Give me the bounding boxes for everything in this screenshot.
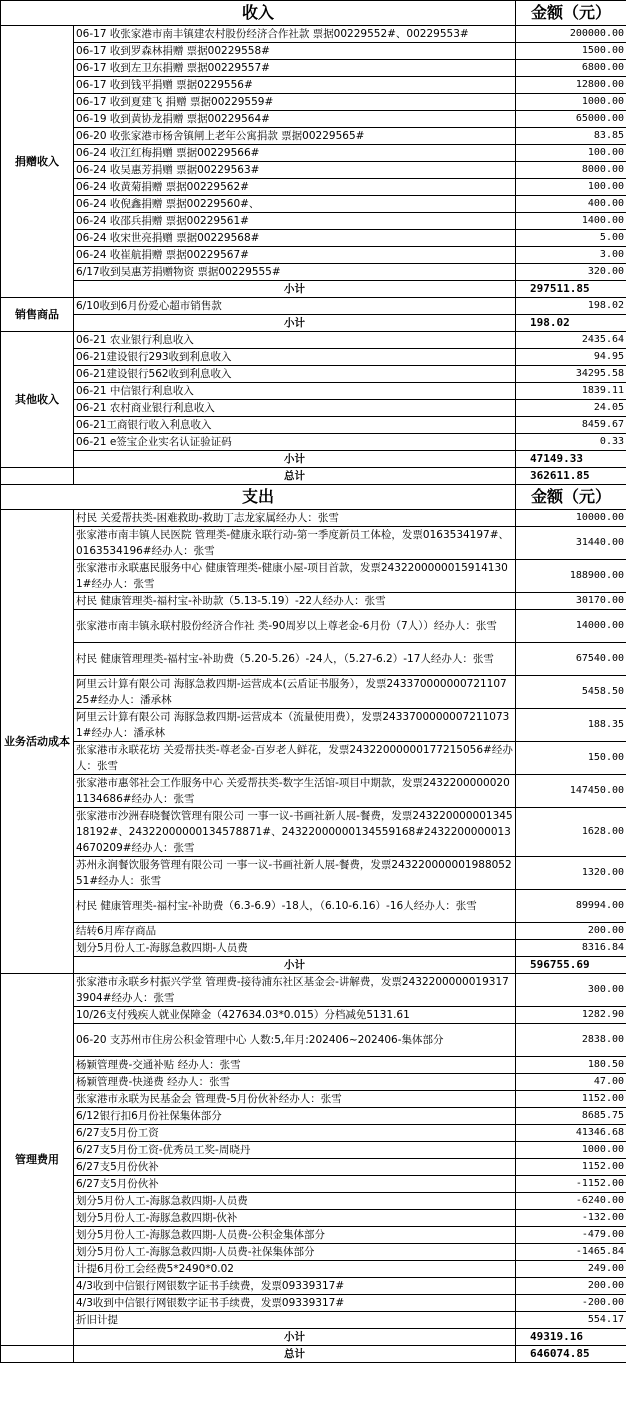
row-amount: 10000.00: [516, 510, 626, 527]
total-amount: 646074.85: [516, 1346, 626, 1363]
row-description: 张家港市南丰镇人民医院 管理类-健康永联行动-第一季度新员工体检，发票0163534197#、0163534196#经办人：张雪: [74, 527, 516, 560]
row-description: 06-21 中信银行利息收入: [74, 383, 516, 400]
expense-header-amount: 金额（元）: [516, 485, 626, 510]
row-description: 村民 健康管理类-福村宝-补助费（6.3-6.9）-18人，（6.10-6.16）-16人经办人：张雪: [74, 890, 516, 923]
row-amount: 1152.00: [516, 1091, 626, 1108]
row-amount: 1628.00: [516, 808, 626, 857]
table-row: [1, 26, 626, 43]
row-description: 06-24 收崔航捐赠 票据00229567#: [74, 247, 516, 264]
row-amount: 6800.00: [516, 60, 626, 77]
category-label: 销售商品: [1, 298, 74, 332]
row-amount: 2838.00: [516, 1024, 626, 1057]
table-row: [1, 1142, 626, 1159]
category-label: 管理费用: [1, 974, 74, 1346]
table-row: [1, 145, 626, 162]
subtotal-amount: 596755.69: [516, 957, 626, 974]
subtotal-amount: 297511.85: [516, 281, 626, 298]
subtotal-amount: 198.02: [516, 315, 626, 332]
table-row: [1, 1278, 626, 1295]
row-description: 06-17 收到罗森林捐赠 票据00229558#: [74, 43, 516, 60]
table-row: [1, 808, 626, 857]
row-amount: 8685.75: [516, 1108, 626, 1125]
row-amount: 147450.00: [516, 775, 626, 808]
row-description: 06-24 收黄菊捐赠 票据00229562#: [74, 179, 516, 196]
row-description: 06-21工商银行收入利息收入: [74, 417, 516, 434]
table-row: [1, 510, 626, 527]
subtotal-row: [1, 281, 626, 298]
row-description: 结转6月库存商品: [74, 923, 516, 940]
row-amount: 198.02: [516, 298, 626, 315]
row-amount: 1839.11: [516, 383, 626, 400]
row-amount: 200000.00: [516, 26, 626, 43]
table-row: [1, 298, 626, 315]
row-amount: 5458.50: [516, 676, 626, 709]
total-spacer: [1, 1346, 74, 1363]
table-row: [1, 1244, 626, 1261]
row-amount: -479.00: [516, 1227, 626, 1244]
row-amount: -1465.84: [516, 1244, 626, 1261]
row-amount: -132.00: [516, 1210, 626, 1227]
row-description: 6/27支5月份工资-优秀员工奖-周晓丹: [74, 1142, 516, 1159]
total-spacer: [1, 468, 74, 485]
row-amount: 41346.68: [516, 1125, 626, 1142]
row-description: 阿里云计算有限公司 海豚急救四期-运营成本（流量使用费），发票24337000000072110731#经办人：潘承林: [74, 709, 516, 742]
row-description: 10/26支付残疾人就业保障金（427634.03*0.015）分档减免5131.61: [74, 1007, 516, 1024]
row-description: 4/3收到中信银行网银数字证书手续费，发票09339317#: [74, 1295, 516, 1312]
row-amount: 2435.64: [516, 332, 626, 349]
row-description: 划分5月份人工-海豚急救四期-人员费: [74, 1193, 516, 1210]
row-description: 6/27支5月份工资: [74, 1125, 516, 1142]
row-amount: 554.17: [516, 1312, 626, 1329]
table-row: [1, 1210, 626, 1227]
table-row: [1, 1007, 626, 1024]
table-row: [1, 213, 626, 230]
row-amount: 83.85: [516, 128, 626, 145]
row-description: 06-24 收宋世亮捐赠 票据00229568#: [74, 230, 516, 247]
subtotal-label: 小计: [74, 957, 516, 974]
subtotal-row: [1, 957, 626, 974]
row-description: 村民 健康管理类-福村宝-补助款（5.13-5.19）-22人经办人：张雪: [74, 593, 516, 610]
table-row: [1, 179, 626, 196]
subtotal-label: 小计: [74, 281, 516, 298]
table-row: [1, 1193, 626, 1210]
row-amount: 89994.00: [516, 890, 626, 923]
row-amount: 100.00: [516, 179, 626, 196]
row-description: 06-17 收到钱平捐赠 票据0229556#: [74, 77, 516, 94]
row-description: 06-17 收到左卫东捐赠 票据00229557#: [74, 60, 516, 77]
table-row: [1, 560, 626, 593]
table-row: [1, 366, 626, 383]
row-amount: 188.35: [516, 709, 626, 742]
row-amount: 30170.00: [516, 593, 626, 610]
row-amount: 8316.84: [516, 940, 626, 957]
row-description: 6/27支5月份伙补: [74, 1159, 516, 1176]
row-amount: 249.00: [516, 1261, 626, 1278]
row-amount: -200.00: [516, 1295, 626, 1312]
row-description: 杨颖管理费-快递费 经办人：张雪: [74, 1074, 516, 1091]
row-description: 张家港市永联惠民服务中心 健康管理类-健康小屋-项目首款，发票24322000000159141301#经办人：张雪: [74, 560, 516, 593]
table-row: [1, 162, 626, 179]
table-row: [1, 775, 626, 808]
row-description: 划分5月份人工-海豚急救四期-人员费-社保集体部分: [74, 1244, 516, 1261]
row-amount: 1320.00: [516, 857, 626, 890]
row-amount: 150.00: [516, 742, 626, 775]
row-description: 06-24 收江红梅捐赠 票据00229566#: [74, 145, 516, 162]
table-row: [1, 349, 626, 366]
row-description: 张家港市沙洲春晓餐饮管理有限公司 一事一议-书画社新人展-餐费，发票24322000000134518192#、24322000000134578871#、24322000000134559168#24322000000134670209#经办人：张雪: [74, 808, 516, 857]
table-row: [1, 196, 626, 213]
table-row: [1, 742, 626, 775]
row-description: 06-24 收邵兵捐赠 票据00229561#: [74, 213, 516, 230]
row-amount: 65000.00: [516, 111, 626, 128]
row-amount: 94.95: [516, 349, 626, 366]
table-row: [1, 1295, 626, 1312]
table-row: [1, 1125, 626, 1142]
row-amount: 34295.58: [516, 366, 626, 383]
row-amount: 200.00: [516, 923, 626, 940]
table-row: [1, 247, 626, 264]
row-amount: 0.33: [516, 434, 626, 451]
row-description: 阿里云计算有限公司 海豚急救四期-运营成本(云盾证书服务），发票24337000000072110725#经办人：潘承林: [74, 676, 516, 709]
row-amount: 5.00: [516, 230, 626, 247]
finance-table-body: [1, 1, 626, 1363]
total-amount: 362611.85: [516, 468, 626, 485]
row-amount: 200.00: [516, 1278, 626, 1295]
subtotal-label: 小计: [74, 1329, 516, 1346]
table-row: [1, 1091, 626, 1108]
row-description: 06-19 收到黄协龙捐赠 票据00229564#: [74, 111, 516, 128]
total-label: 总计: [74, 1346, 516, 1363]
table-row: [1, 709, 626, 742]
row-amount: 8459.67: [516, 417, 626, 434]
row-description: 6/12银行扣6月份社保集体部分: [74, 1108, 516, 1125]
table-row: [1, 1159, 626, 1176]
row-description: 村民 关爱帮扶类-困难救助-救助丁志龙家属经办人：张雪: [74, 510, 516, 527]
table-row: [1, 643, 626, 676]
row-amount: 1400.00: [516, 213, 626, 230]
row-amount: 100.00: [516, 145, 626, 162]
table-row: [1, 332, 626, 349]
row-amount: 1500.00: [516, 43, 626, 60]
row-description: 划分5月份人工-海豚急救四期-人员费-公积金集体部分: [74, 1227, 516, 1244]
row-description: 张家港市南丰镇永联村股份经济合作社 类-90周岁以上尊老金-6月份（7人））经办人：张雪: [74, 610, 516, 643]
row-amount: 1152.00: [516, 1159, 626, 1176]
row-amount: 320.00: [516, 264, 626, 281]
row-description: 张家港市永联为民基金会 管理费-5月份伙补经办人：张雪: [74, 1091, 516, 1108]
table-row: [1, 527, 626, 560]
row-description: 06-21 农村商业银行利息收入: [74, 400, 516, 417]
table-row: [1, 1261, 626, 1278]
row-description: 06-20 收张家港市杨舍镇闸上老年公寓捐款 票据00229565#: [74, 128, 516, 145]
row-description: 06-21建设银行562收到利息收入: [74, 366, 516, 383]
row-description: 6/27支5月份伙补: [74, 1176, 516, 1193]
row-amount: 67540.00: [516, 643, 626, 676]
table-row: [1, 857, 626, 890]
row-description: 06-21 农业银行利息收入: [74, 332, 516, 349]
row-amount: 24.05: [516, 400, 626, 417]
row-amount: 3.00: [516, 247, 626, 264]
table-row: [1, 417, 626, 434]
row-description: 6/17收到吴惠芳捐赠物资 票据00229555#: [74, 264, 516, 281]
row-amount: 188900.00: [516, 560, 626, 593]
row-amount: -1152.00: [516, 1176, 626, 1193]
table-row: [1, 43, 626, 60]
table-row: [1, 111, 626, 128]
table-row: [1, 940, 626, 957]
total-row: [1, 1346, 626, 1363]
table-row: [1, 1312, 626, 1329]
table-row: [1, 1057, 626, 1074]
row-amount: 47.00: [516, 1074, 626, 1091]
row-description: 4/3收到中信银行网银数字证书手续费，发票09339317#: [74, 1278, 516, 1295]
table-row: [1, 434, 626, 451]
expense-header-title: 支出: [1, 485, 516, 510]
row-description: 计提6月份工会经费5*2490*0.02: [74, 1261, 516, 1278]
row-description: 张家港市惠邻社会工作服务中心 关爱帮扶类-数字生活馆-项目中期款，发票24322000000201134686#经办人：张雪: [74, 775, 516, 808]
row-description: 村民 健康管理理类-福村宝-补助费（5.20-5.26）-24人，（5.27-6.2）-17人经办人：张雪: [74, 643, 516, 676]
row-amount: 12800.00: [516, 77, 626, 94]
table-row: [1, 923, 626, 940]
table-row: [1, 400, 626, 417]
subtotal-amount: 47149.33: [516, 451, 626, 468]
row-description: 张家港市永联花坊 关爱帮扶类-尊老金-百岁老人鲜花，发票24322000000177215056#经办人：张雪: [74, 742, 516, 775]
row-description: 6/10收到6月份爱心超市销售款: [74, 298, 516, 315]
row-description: 06-17 收张家港市南丰镇建农村股份经济合作社款 票据00229552#、00229553#: [74, 26, 516, 43]
row-description: 划分5月份人工-海豚急救四期-伙补: [74, 1210, 516, 1227]
table-row: [1, 94, 626, 111]
table-row: [1, 890, 626, 923]
table-row: [1, 593, 626, 610]
subtotal-row: [1, 315, 626, 332]
table-row: [1, 1227, 626, 1244]
row-description: 06-21建设银行293收到利息收入: [74, 349, 516, 366]
table-row: [1, 1074, 626, 1091]
row-description: 06-21 e签宝企业实名认证验证码: [74, 434, 516, 451]
subtotal-row: [1, 1329, 626, 1346]
table-row: [1, 1024, 626, 1057]
row-amount: 400.00: [516, 196, 626, 213]
row-amount: 31440.00: [516, 527, 626, 560]
category-label: 其他收入: [1, 332, 74, 468]
subtotal-row: [1, 451, 626, 468]
category-label: 捐赠收入: [1, 26, 74, 298]
row-amount: -6240.00: [516, 1193, 626, 1210]
row-amount: 14000.00: [516, 610, 626, 643]
category-label: 业务活动成本: [1, 510, 74, 974]
row-amount: 1000.00: [516, 94, 626, 111]
table-row: [1, 610, 626, 643]
total-row: [1, 468, 626, 485]
row-description: 折旧计提: [74, 1312, 516, 1329]
row-description: 苏州永润餐饮服务管理有限公司 一事一议-书画社新人展-餐费，发票24322000000198805251#经办人：张雪: [74, 857, 516, 890]
row-amount: 1000.00: [516, 1142, 626, 1159]
row-description: 06-24 收吴惠芳捐赠 票据00229563#: [74, 162, 516, 179]
table-row: [1, 383, 626, 400]
row-amount: 300.00: [516, 974, 626, 1007]
table-row: [1, 676, 626, 709]
income-header-title: 收入: [1, 1, 516, 26]
table-row: [1, 264, 626, 281]
row-amount: 8000.00: [516, 162, 626, 179]
row-description: 张家港市永联乡村振兴学堂 管理费-接待浦东社区基金会-讲解费，发票24322000000193173904#经办人：张雪: [74, 974, 516, 1007]
row-description: 06-17 收到夏建飞 捐赠 票据00229559#: [74, 94, 516, 111]
income-header-row: [1, 1, 626, 26]
row-description: 06-24 收倪鑫捐赠 票据00229560#、: [74, 196, 516, 213]
table-row: [1, 1176, 626, 1193]
table-row: [1, 1108, 626, 1125]
income-header-amount: 金额（元）: [516, 1, 626, 26]
table-row: [1, 128, 626, 145]
table-row: [1, 77, 626, 94]
row-description: 划分5月份人工-海豚急救四期-人员费: [74, 940, 516, 957]
expense-header-row: [1, 485, 626, 510]
row-description: 06-20 支苏州市住房公积金管理中心 人数:5,年月:202406~202406-集体部分: [74, 1024, 516, 1057]
table-row: [1, 60, 626, 77]
row-description: 杨颖管理费-交通补贴 经办人：张雪: [74, 1057, 516, 1074]
row-amount: 1282.90: [516, 1007, 626, 1024]
row-amount: 180.50: [516, 1057, 626, 1074]
total-label: 总计: [74, 468, 516, 485]
subtotal-label: 小计: [74, 315, 516, 332]
subtotal-amount: 49319.16: [516, 1329, 626, 1346]
table-row: [1, 974, 626, 1007]
table-row: [1, 230, 626, 247]
subtotal-label: 小计: [74, 451, 516, 468]
